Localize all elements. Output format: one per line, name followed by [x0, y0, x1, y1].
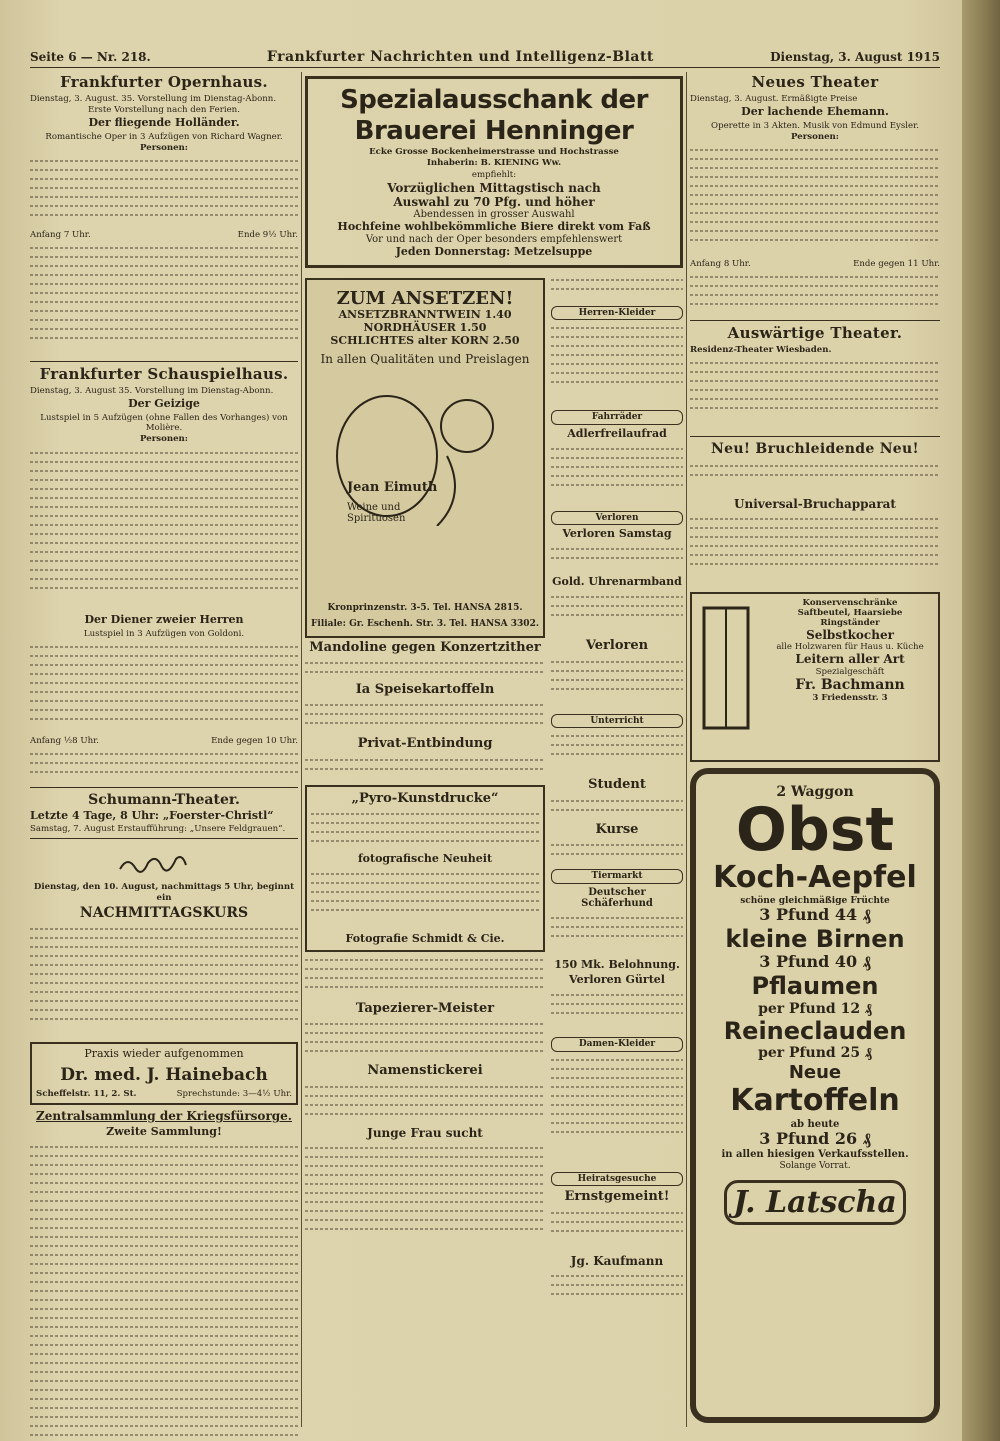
schauspiel-times: Anfang ½8 Uhr. Ende gegen 10 Uhr.	[30, 735, 298, 746]
schauspiel-cast-list	[30, 452, 298, 612]
bachmann-ad: Konservenschränke Saftbeutel, Haarsiebe Ringständer Selbstkocher alle Holzwaren für Haus u. Küche Leitern aller Art Spezialgeschäft Fr. Bachmann 3 Friedensstr. 3	[690, 592, 940, 762]
schumann-small: Samstag, 7. August Erstaufführung: „Unsere Feldgrauen“.	[30, 824, 286, 835]
schumann-line: Letzte 4 Tage, 8 Uhr: „Foerster-Christl“	[30, 809, 274, 823]
column-right: Neues Theater Dienstag, 3. August. Ermäßigte Preise Der lachende Ehemann. Operette in 3 Akten. Musik von Edmund Eysler. Personen: Anfang 8 Uhr. Ende gegen 11 Uhr. Auswärtige Theater. Residenz-Theater Wiesbaden. Neu! Bruchleidende Neu! Universal-Bruchapparat Konservenschränke Saftbeutel, Haarsiebe Ringständer Selbstkocher alle Holzwaren für Haus u. Küche Leitern aller Art Spezialgeschäft Fr. Bachmann 3 Friedensstr. 3 2 Waggon Obst Koch-Aepfel schöne gleichmäßige Früchte 3 Pfund 44 ₰ kleine Birnen 3 Pfund 40 ₰ Pflaumen per Pfund 12 ₰ Reineclauden per Pfund 25 ₰ Neue Kartoffeln ab heute 3 Pfund 26 ₰ in allen hiesigen Verkaufsstellen. Solange Vorrat. J. Latscha	[690, 72, 940, 1423]
column-middle	[305, 72, 683, 1315]
henninger-ad: Spezialausschank der Brauerei Henninger Ecke Grosse Bockenheimerstrasse und Hochstrasse Inhaberin: B. KIENING Ww. empfiehlt: Vorzüglichen Mittagstisch nach Auswahl zu 70 Pfg. und höher Abendessen in grosser Auswahl Hochfeine wohlbekömmliche Biere direkt vom Faß Vor und nach der Oper besonders empfehlenswert Jeden Donnerstag: Metzelsuppe	[305, 76, 683, 268]
schauspiel-cast-heading: Personen:	[140, 434, 188, 445]
course-heading: NACHMITTAGSKURS	[79, 904, 249, 921]
course-text	[30, 928, 298, 1038]
opera-cast-heading: Personen:	[140, 143, 188, 154]
column-rule	[686, 72, 687, 1427]
pyro-ad: „Pyro-Kunstdrucke“ fotografische Neuheit Fotografie Schmidt & Cie.	[305, 785, 545, 952]
praxis-ad: Praxis wieder aufgenommen Dr. med. J. Hainebach Scheffelstr. 11, 2. St. Sprechstunde: 3—4½ Uhr.	[30, 1042, 298, 1105]
signature-logo-icon	[30, 843, 298, 881]
neues-heading: Neues Theater	[751, 73, 879, 91]
eimuth-poster: ZUM ANSETZEN! ANSETZBRANNTWEIN 1.40 NORDHÄUSER 1.50 SCHLICHTES alter KORN 2.50 In allen Qualitäten und Preislagen Jean Eimuth Weine und Spirituosen Kronprinzenstr. 3-5. Tel. HANSA 2815. Filiale: Gr. Eschenh. Str. 3. Tel. HANSA 3302.	[305, 278, 545, 638]
doctor-name: Dr. med. J. Hainebach	[60, 1065, 268, 1086]
book-binding-edge	[962, 0, 1000, 1441]
handwritten-logo	[30, 843, 298, 881]
donation-list	[30, 1146, 298, 1441]
opera-piece: Der fliegende Holländer.	[88, 115, 240, 129]
auswaertige-heading: Auswärtige Theater.	[727, 324, 903, 343]
opera-cast-list	[30, 160, 298, 230]
opera-heading: Frankfurter Opernhaus.	[60, 73, 268, 91]
ads-right-subcol: Herren-Kleider Fahrräder Adlerfreilaufrad Verloren Verloren Samstag Gold. Uhrenarmband Verloren Unterricht Student Kurse Tiermarkt Deutscher Schäferhund 150 Mk. Belohnung. Verloren Gürtel Damen-Kleider Heiratsgesuche Ernstgemeint! Jg. Kaufmann	[551, 272, 683, 1315]
cabinet-icon	[696, 598, 760, 748]
opera-desc: Romantische Oper in 3 Aufzügen von Richard Wagner.	[45, 131, 283, 142]
schauspiel-desc: Lustspiel in 5 Aufzügen (ohne Fallen des Vorhanges) von Molière.	[40, 413, 288, 434]
ads-left-subcol: ZUM ANSETZEN! ANSETZBRANNTWEIN 1.40 NORDHÄUSER 1.50 SCHLICHTES alter KORN 2.50 In allen Qualitäten und Preislagen Jean Eimuth Weine und Spirituosen Kronprinzenstr. 3-5. Tel. HANSA 2815. Filiale: Gr. Eschenh. Str. 3. Tel. HANSA 3302. Mandoline gegen Konzertzither Ia Speisekartoffeln Privat-Entbindung „Pyro-Kunstdrucke“ fotografische Neuheit Fotografie Schmidt & Cie. Tapezierer-Meister Namenstickerei Junge Frau sucht	[305, 272, 545, 1315]
opera-times: Anfang 7 Uhr. Ende 9½ Uhr.	[30, 230, 298, 241]
zentral-sub: Zweite Sammlung!	[106, 1124, 222, 1138]
column-rule	[301, 72, 302, 1427]
latscha-fruit-ad: 2 Waggon Obst Koch-Aepfel schöne gleichmäßige Früchte 3 Pfund 44 ₰ kleine Birnen 3 Pfund 40 ₰ Pflaumen per Pfund 12 ₰ Reineclauden per Pfund 25 ₰ Neue Kartoffeln ab heute 3 Pfund 26 ₰ in allen hiesigen Verkaufsstellen. Solange Vorrat. J. Latscha	[690, 768, 940, 1423]
column-left	[30, 72, 298, 1441]
schauspiel-piece: Der Geizige	[128, 397, 200, 411]
zentral-heading: Zentralsammlung der Kriegsfürsorge.	[36, 1109, 292, 1124]
schauspiel-desc-2: Lustspiel in 3 Aufzügen von Goldoni.	[83, 628, 245, 639]
opera-schedule	[30, 247, 298, 357]
schauspiel-schedule	[30, 753, 298, 783]
schauspiel-info: Dienstag, 3. August 35. Vorstellung im Dienstag-Abonn.	[30, 386, 274, 397]
opera-note: Erste Vorstellung nach den Ferien.	[88, 104, 240, 115]
henninger-title: Spezialausschank der Brauerei Henninger	[340, 85, 648, 146]
page-number: Seite 6 — Nr. 218.	[30, 49, 151, 64]
schauspiel-heading: Frankfurter Schauspielhaus.	[39, 365, 289, 384]
schauspiel-piece-2: Der Diener zweier Herren	[84, 612, 244, 626]
masthead	[30, 46, 940, 68]
issue-date: Dienstag, 3. August 1915	[770, 49, 940, 64]
course-date: Dienstag, den 10. August, nachmittags 5 Uhr, beginnt ein	[33, 882, 295, 903]
newspaper-title: Frankfurter Nachrichten und Intelligenz-Blatt	[266, 48, 654, 65]
opera-info: Dienstag, 3. August. 35. Vorstellung im Dienstag-Abonn.	[30, 93, 277, 104]
latscha-logo: J. Latscha	[724, 1180, 906, 1225]
schauspiel-cast-list-2	[30, 646, 298, 736]
schumann-heading: Schumann-Theater.	[88, 791, 240, 808]
